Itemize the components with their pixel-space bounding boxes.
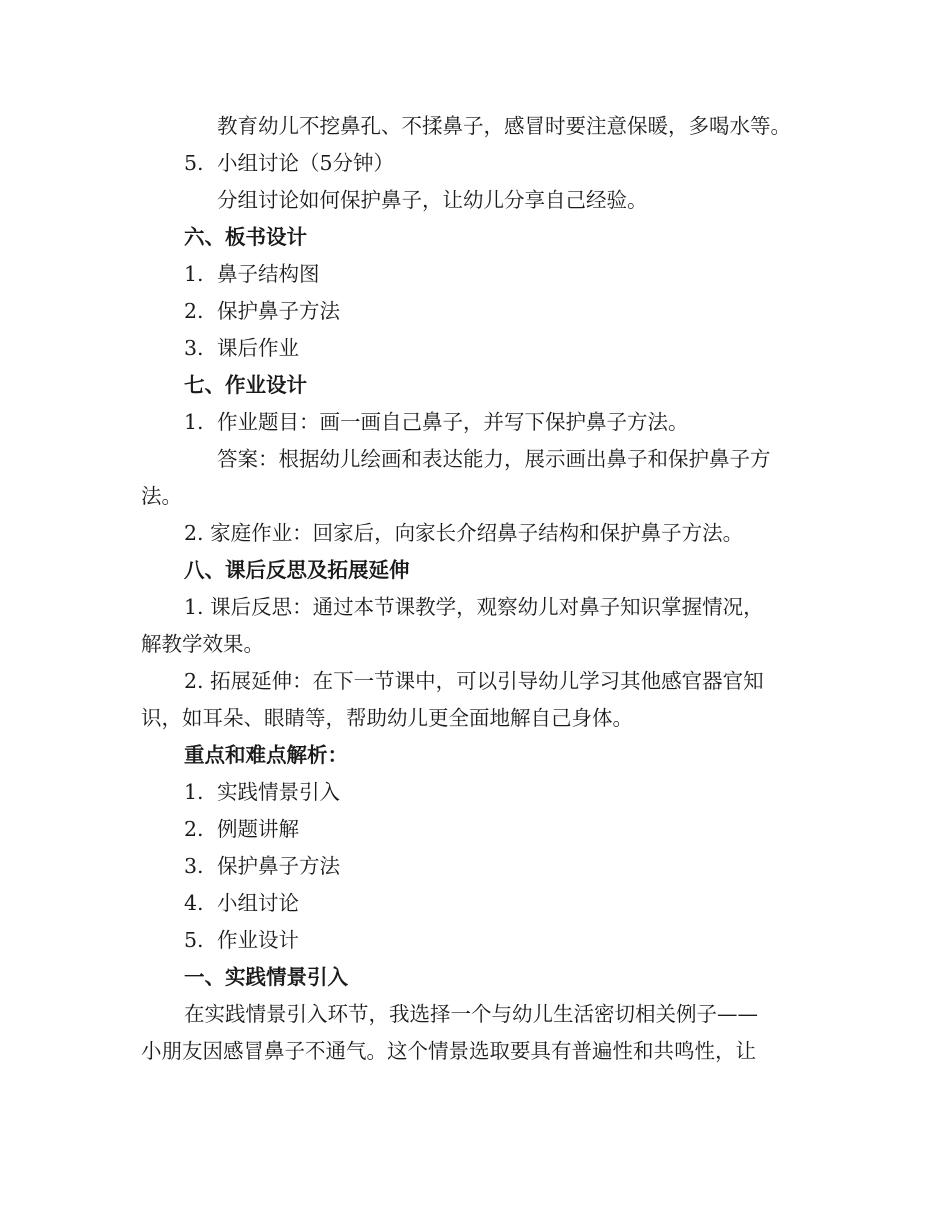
list-number: 1. [184,780,204,804]
list-item [184,779,340,805]
list-item [184,150,394,176]
paragraph-line: 小朋友因感冒鼻子不通气。这个情景选取要具有普遍性和共鸣性，让 [141,1039,756,1063]
section-heading: 七、作业设计 [184,373,307,397]
list-number: 3. [184,854,204,878]
list-item [184,816,299,842]
list-number: 5. [184,151,204,175]
list-item [184,261,320,287]
list-item-text: 实践情景引入 [217,780,340,804]
paragraph-line: 解教学效果。 [141,632,264,656]
list-item [184,409,689,435]
paragraph-line: 教育幼儿不挖鼻孔、不揉鼻子，感冒时要注意保暖，多喝水等。 [217,114,791,138]
list-number: 2. [184,299,204,323]
paragraph-line: 在实践情景引入环节，我选择一个与幼儿生活密切相关例子—— [184,1002,758,1026]
paragraph-line: 2. 拓展延伸：在下一节课中，可以引导幼儿学习其他感官器官知 [184,669,764,693]
list-item-text: 保护鼻子方法 [217,299,340,323]
list-item [184,335,299,361]
list-item-text: 保护鼻子方法 [217,854,340,878]
list-item-text: 例题讲解 [217,817,299,841]
section-heading: 重点和难点解析： [184,743,348,767]
list-number: 3. [184,336,204,360]
list-item-text: 作业题目：画一画自己鼻子，并写下保护鼻子方法。 [217,410,689,434]
list-item-text: 小组讨论（5分钟） [217,151,395,175]
paragraph-line: 分组讨论如何保护鼻子，让幼儿分享自己经验。 [217,188,648,212]
paragraph-line: 法。 [141,484,182,508]
list-item-text: 鼻子结构图 [217,262,320,286]
list-item-text: 课后作业 [217,336,299,360]
paragraph-line: 1. 课后反思：通过本节课教学，观察幼儿对鼻子知识掌握情况， [184,595,764,619]
list-item-text: 作业设计 [217,928,299,952]
list-item [184,853,340,879]
list-number: 1. [184,410,204,434]
paragraph-line: 识，如耳朵、眼睛等，帮助幼儿更全面地解自己身体。 [141,706,633,730]
section-heading: 八、课后反思及拓展延伸 [184,558,410,582]
section-heading: 六、板书设计 [184,225,307,249]
list-number: 2. [184,817,204,841]
list-item [184,298,340,324]
list-item [184,890,299,916]
list-item-text: 小组讨论 [217,891,299,915]
paragraph-line: 答案：根据幼儿绘画和表达能力，展示画出鼻子和保护鼻子方 [217,447,771,471]
list-item [184,927,299,953]
list-number: 4. [184,891,204,915]
list-number: 5. [184,928,204,952]
paragraph-line: 2. 家庭作业：回家后，向家长介绍鼻子结构和保护鼻子方法。 [184,521,744,545]
list-number: 1. [184,262,204,286]
section-heading: 一、实践情景引入 [184,965,348,989]
